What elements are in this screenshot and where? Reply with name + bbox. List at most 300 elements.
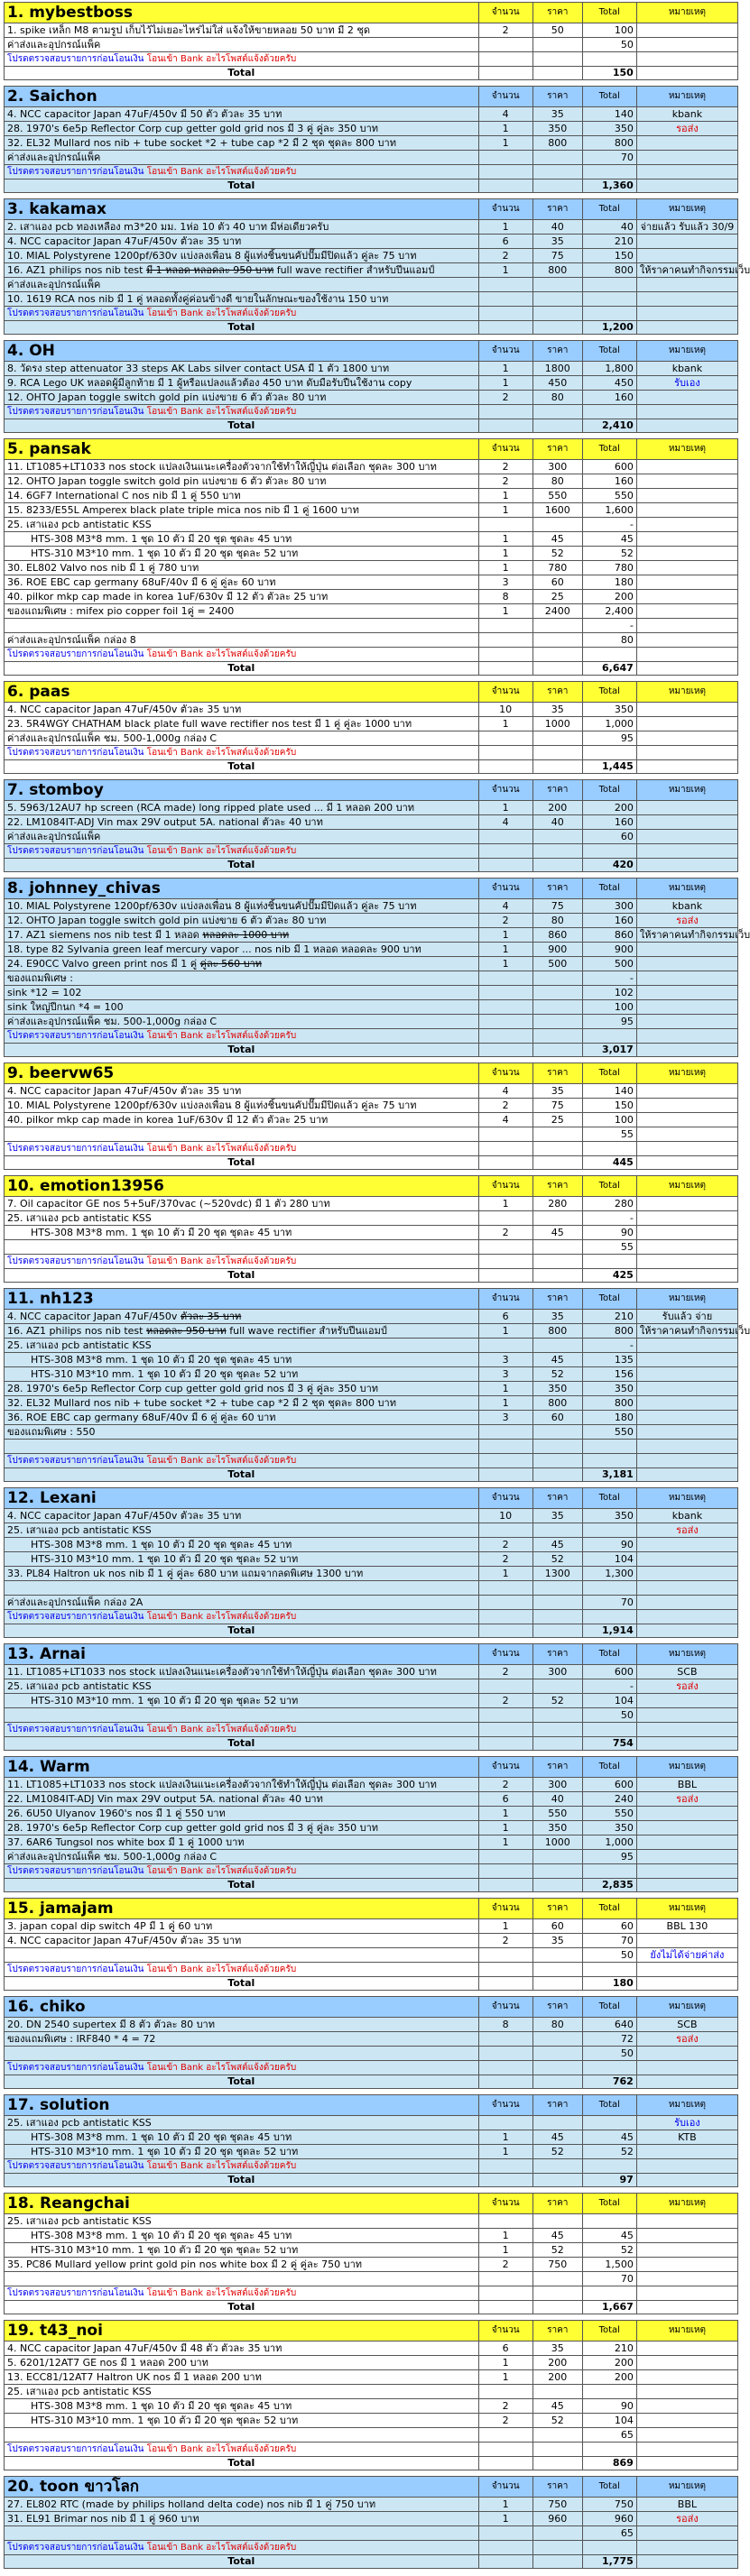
item-price: 52 bbox=[532, 1694, 582, 1708]
item-note bbox=[636, 38, 737, 52]
empty-cell bbox=[636, 760, 737, 774]
item-total: 90 bbox=[582, 2399, 636, 2414]
qty-column-header: จำนวน bbox=[478, 1997, 532, 2018]
empty-cell bbox=[532, 1963, 582, 1977]
item-note bbox=[636, 2370, 737, 2385]
order-header bbox=[5, 341, 738, 362]
empty-cell bbox=[532, 1044, 582, 1057]
price-column-header: ราคา bbox=[532, 1289, 582, 1310]
total-label: Total bbox=[5, 2555, 479, 2569]
item-description bbox=[5, 1240, 479, 1255]
item-total: 52 bbox=[582, 547, 636, 561]
order-total-row bbox=[5, 1044, 738, 1057]
empty-cell bbox=[582, 746, 636, 760]
item-text: ค่าส่งและอุปกรณ์แพ็ค bbox=[7, 151, 101, 163]
empty-cell bbox=[532, 1737, 582, 1751]
empty-cell bbox=[582, 844, 636, 859]
price-column-header: ราคา bbox=[532, 341, 582, 362]
item-total: 104 bbox=[582, 2414, 636, 2428]
item-total: 800 bbox=[582, 1396, 636, 1411]
item-total: 550 bbox=[582, 489, 636, 503]
item-note bbox=[636, 801, 737, 815]
order-header bbox=[5, 2477, 738, 2498]
empty-cell bbox=[478, 746, 532, 760]
item-text: 37. 6AR6 Tungsol nos white box มี 1 คู่ 1000 บาท bbox=[7, 1835, 245, 1848]
order-block bbox=[4, 438, 738, 676]
order-total-value: 1,200 bbox=[582, 321, 636, 335]
item-total: 640 bbox=[582, 2018, 636, 2032]
order-header bbox=[5, 1899, 738, 1919]
total-column-header: Total bbox=[582, 3, 636, 23]
item-text: 17. AZ1 siemens nos nib test มี 1 หลอด bbox=[7, 928, 203, 941]
item-note bbox=[636, 2145, 737, 2159]
item-qty bbox=[478, 1708, 532, 1723]
item-text: HTS-308 M3*8 mm. 1 ชุด 10 ตัว มี 20 ชุด ชุดละ 45 บาท bbox=[31, 2399, 292, 2412]
order-item-row bbox=[5, 1396, 738, 1411]
order-item-row bbox=[5, 633, 738, 648]
item-total: 95 bbox=[582, 1850, 636, 1864]
total-label: Total bbox=[5, 859, 479, 872]
item-description bbox=[5, 633, 479, 648]
item-text: 25. เสาแอง pcb antistatic KSS bbox=[7, 2116, 152, 2129]
total-column-header: Total bbox=[582, 87, 636, 107]
item-text: 14. 6GF7 International C nos nib มี 1 คู่ 550 บาท bbox=[7, 489, 241, 501]
item-total: 1,500 bbox=[582, 2258, 636, 2272]
order-item-row bbox=[5, 830, 738, 844]
order-total-row bbox=[5, 1977, 738, 1991]
buyer-name: 10. emotion13956 bbox=[5, 1176, 479, 1197]
order-header bbox=[5, 1757, 738, 1778]
item-price: 75 bbox=[532, 1099, 582, 1113]
item-qty bbox=[478, 1127, 532, 1142]
item-price: 800 bbox=[532, 136, 582, 151]
item-total: 102 bbox=[582, 986, 636, 1000]
item-total: 80 bbox=[582, 633, 636, 648]
item-text: 27. EL802 RTC (made by philips holland delta code) nos nib มี 1 คู่ 750 บาท bbox=[7, 2498, 376, 2510]
item-qty: 4 bbox=[478, 899, 532, 914]
item-text: HTS-308 M3*8 mm. 1 ชุด 10 ตัว มี 20 ชุด ชุดละ 45 บาท bbox=[31, 1353, 292, 1366]
item-price: 750 bbox=[532, 2498, 582, 2512]
empty-cell bbox=[478, 1156, 532, 1170]
item-note: รอส่ง bbox=[636, 1792, 737, 1807]
item-price: 35 bbox=[532, 2341, 582, 2356]
order-item-row bbox=[5, 815, 738, 830]
order-header bbox=[5, 1488, 738, 1509]
item-text: 11. LT1085+LT1033 nos stock แปลงเงินแนะเครื่องตัวจากใช้ทำให้ญี่ปุ่น ต่อเลือก ชุดละ 300 บาท bbox=[7, 1665, 437, 1678]
item-description bbox=[5, 943, 479, 957]
order-table bbox=[4, 2193, 738, 2314]
empty-cell bbox=[636, 662, 737, 676]
item-text: HTS-310 M3*10 mm. 1 ชุด 10 ตัว มี 20 ชุด ชุดละ 52 บาท bbox=[31, 2414, 299, 2426]
item-price: 750 bbox=[532, 2258, 582, 2272]
empty-cell bbox=[636, 1977, 737, 1991]
order-item-row bbox=[5, 2258, 738, 2272]
order-item-row bbox=[5, 292, 738, 307]
payment-instruction bbox=[5, 2061, 479, 2075]
item-total: 800 bbox=[582, 263, 636, 278]
payment-instruction-row bbox=[5, 1454, 738, 1468]
item-text: ค่าส่งและอุปกรณ์แพ็ค bbox=[7, 830, 101, 842]
check-before-transfer-text: โปรดตรวจสอบรายการก่อนโอนเงิน bbox=[7, 406, 144, 417]
order-block bbox=[4, 198, 750, 335]
item-text: ค่าส่งและอุปกรณ์แพ็ค กล่อง 2A bbox=[7, 1596, 144, 1608]
item-total: 52 bbox=[582, 2243, 636, 2258]
empty-cell bbox=[532, 307, 582, 321]
order-item-row bbox=[5, 2356, 738, 2370]
order-header bbox=[5, 2194, 738, 2214]
item-description bbox=[5, 1197, 479, 1211]
empty-cell bbox=[636, 1156, 737, 1170]
item-price bbox=[532, 1440, 582, 1454]
item-total: - bbox=[582, 1211, 636, 1226]
empty-cell bbox=[478, 1610, 532, 1624]
item-price bbox=[532, 1015, 582, 1029]
item-note bbox=[636, 1113, 737, 1127]
item-qty: 2 bbox=[478, 1538, 532, 1552]
item-qty: 10 bbox=[478, 1509, 532, 1523]
empty-cell bbox=[636, 1269, 737, 1283]
item-text: 12. OHTO Japan toggle switch gold pin แบ่งขาย 6 ตัว ตัวละ 80 บาท bbox=[7, 391, 327, 403]
order-item-row bbox=[5, 23, 738, 38]
order-total-row bbox=[5, 1156, 738, 1170]
order-item-row bbox=[5, 1807, 738, 1821]
order-total-value: 2,410 bbox=[582, 419, 636, 433]
item-qty: 1 bbox=[478, 1197, 532, 1211]
item-total: 800 bbox=[582, 1324, 636, 1339]
item-price: 52 bbox=[532, 547, 582, 561]
item-price: 45 bbox=[532, 1353, 582, 1367]
item-note: ยังไม่ได้จ่ายค่าส่ง bbox=[636, 1948, 737, 1963]
item-total: 140 bbox=[582, 107, 636, 122]
item-qty: 1 bbox=[478, 2370, 532, 2385]
item-text: 33. PL84 Haltron uk nos nib มี 1 คู่ คู่ละ 680 บาท แถมจากลดพิเศษ 1300 บาท bbox=[7, 1567, 364, 1579]
transfer-bank-text: โอนเข้า Bank อะไรโพสต์แจ้งด้วยครับ bbox=[146, 2542, 297, 2553]
item-price: 900 bbox=[532, 943, 582, 957]
item-qty: 1 bbox=[478, 503, 532, 518]
item-description bbox=[5, 2341, 479, 2356]
empty-cell bbox=[478, 844, 532, 859]
check-before-transfer-text: โปรดตรวจสอบรายการก่อนโอนเงิน bbox=[7, 166, 144, 177]
item-note: BBL bbox=[636, 1778, 737, 1792]
transfer-bank-text: โอนเข้า Bank อะไรโพสต์แจ้งด้วยครับ bbox=[146, 1143, 297, 1154]
item-price bbox=[532, 2032, 582, 2047]
order-total-value: 754 bbox=[582, 1737, 636, 1751]
empty-cell bbox=[478, 321, 532, 335]
payment-instruction-row bbox=[5, 844, 738, 859]
payment-instruction-row bbox=[5, 1142, 738, 1156]
item-note bbox=[636, 1197, 737, 1211]
empty-cell bbox=[636, 844, 737, 859]
item-total: 40 bbox=[582, 220, 636, 235]
transfer-bank-text: โอนเข้า Bank อะไรโพสต์แจ้งด้วยครับ bbox=[146, 166, 297, 177]
item-qty: 2 bbox=[478, 1934, 532, 1948]
item-text: HTS-310 M3*10 mm. 1 ชุด 10 ตัว มี 20 ชุด ชุดละ 52 บาท bbox=[31, 2243, 299, 2256]
payment-instruction-row bbox=[5, 405, 738, 419]
order-block bbox=[4, 681, 738, 774]
order-table bbox=[4, 2476, 738, 2569]
empty-cell bbox=[532, 2075, 582, 2089]
order-total-row bbox=[5, 2174, 738, 2187]
item-text: 5. 5963/12AU7 hp screen (RCA made) long ripped plate used ... มี 1 หลอด 200 บาท bbox=[7, 801, 415, 814]
item-note bbox=[636, 1425, 737, 1440]
empty-cell bbox=[478, 1624, 532, 1638]
item-qty bbox=[478, 1211, 532, 1226]
item-qty bbox=[478, 278, 532, 292]
item-qty: 1 bbox=[478, 376, 532, 391]
item-text: 40. pilkor mkp cap made in korea 1uF/630v มี 12 ตัว ตัวละ 25 บาท bbox=[7, 590, 329, 603]
empty-cell bbox=[478, 52, 532, 67]
payment-instruction bbox=[5, 2286, 479, 2301]
item-description bbox=[5, 122, 479, 136]
item-total: 70 bbox=[582, 151, 636, 165]
empty-cell bbox=[532, 1879, 582, 1892]
empty-cell bbox=[582, 1029, 636, 1044]
price-column-header: ราคา bbox=[532, 1488, 582, 1509]
order-item-row bbox=[5, 2399, 738, 2414]
item-qty: 1 bbox=[478, 2243, 532, 2258]
item-note bbox=[636, 2341, 737, 2356]
payment-instruction-row bbox=[5, 165, 738, 179]
empty-cell bbox=[636, 179, 737, 193]
item-total: 65 bbox=[582, 2526, 636, 2541]
order-item-row bbox=[5, 561, 738, 575]
empty-cell bbox=[532, 67, 582, 80]
order-item-row bbox=[5, 2130, 738, 2145]
payment-instruction bbox=[5, 1723, 479, 1737]
item-qty: 3 bbox=[478, 575, 532, 590]
item-note bbox=[636, 1694, 737, 1708]
item-text: HTS-308 M3*8 mm. 1 ชุด 10 ตัว มี 20 ชุด ชุดละ 45 บาท bbox=[31, 532, 292, 545]
item-text: 28. 1970's 6e5p Reflector Corp cup getter gold grid nos มี 3 คู่ คู่ละ 350 บาท bbox=[7, 1382, 378, 1394]
item-text: 31. EL91 Brimar nos nib มี 1 คู่ 960 บาท bbox=[7, 2512, 199, 2525]
item-qty: 2 bbox=[478, 1226, 532, 1240]
item-qty: 1 bbox=[478, 561, 532, 575]
empty-cell bbox=[478, 648, 532, 662]
buyer-name: 2. Saichon bbox=[5, 87, 479, 107]
item-description bbox=[5, 38, 479, 52]
item-total: 160 bbox=[582, 474, 636, 489]
item-note: รับเอง bbox=[636, 376, 737, 391]
item-qty: 4 bbox=[478, 1084, 532, 1099]
empty-cell bbox=[532, 1610, 582, 1624]
item-qty bbox=[478, 518, 532, 532]
empty-cell bbox=[582, 2159, 636, 2174]
item-total: 240 bbox=[582, 1792, 636, 1807]
payment-instruction bbox=[5, 1255, 479, 1269]
price-column-header: ราคา bbox=[532, 1997, 582, 2018]
item-description bbox=[5, 1310, 479, 1324]
empty-cell bbox=[478, 1963, 532, 1977]
item-text: 9. RCA Lego UK หลอดผู้มีลูกท้าย มี 1 ผู้หรือแปลงแล้วต้อง 450 บาท ดับมือรับปืนใช้งาน copy bbox=[7, 376, 412, 389]
item-note: SCB bbox=[636, 1665, 737, 1679]
qty-column-header: จำนวน bbox=[478, 439, 532, 460]
item-qty: 2 bbox=[478, 1099, 532, 1113]
item-note bbox=[636, 1934, 737, 1948]
item-qty: 1 bbox=[478, 1382, 532, 1396]
item-qty bbox=[478, 2214, 532, 2229]
item-text: 25. เสาแอง pcb antistatic KSS bbox=[7, 518, 152, 530]
item-text: 4. NCC capacitor Japan 47uF/450v ตัวละ 35 บาท bbox=[7, 703, 242, 715]
order-header bbox=[5, 1997, 738, 2018]
order-block bbox=[4, 1288, 750, 1482]
empty-cell bbox=[478, 67, 532, 80]
item-description bbox=[5, 731, 479, 746]
order-table bbox=[4, 340, 738, 433]
order-item-row bbox=[5, 2145, 738, 2159]
qty-column-header: จำนวน bbox=[478, 1899, 532, 1919]
order-item-row bbox=[5, 801, 738, 815]
order-total-value: 869 bbox=[582, 2457, 636, 2470]
order-item-row bbox=[5, 1850, 738, 1864]
item-note bbox=[636, 391, 737, 405]
item-note: รอส่ง bbox=[636, 914, 737, 928]
order-item-row bbox=[5, 1523, 738, 1538]
item-price bbox=[532, 2385, 582, 2399]
item-note bbox=[636, 2399, 737, 2414]
item-description bbox=[5, 1948, 479, 1963]
order-table bbox=[4, 779, 738, 872]
order-table bbox=[4, 1487, 738, 1638]
item-price: 1000 bbox=[532, 717, 582, 731]
total-column-header: Total bbox=[582, 879, 636, 899]
empty-cell bbox=[532, 1269, 582, 1283]
item-note bbox=[636, 2214, 737, 2229]
item-note bbox=[636, 575, 737, 590]
total-column-header: Total bbox=[582, 1997, 636, 2018]
item-note bbox=[636, 249, 737, 263]
total-label: Total bbox=[5, 1977, 479, 1991]
payment-instruction bbox=[5, 746, 479, 760]
item-qty bbox=[478, 1240, 532, 1255]
transfer-bank-text: โอนเข้า Bank อะไรโพสต์แจ้งด้วยครับ bbox=[146, 747, 297, 758]
item-note: SCB bbox=[636, 2018, 737, 2032]
item-description bbox=[5, 2243, 479, 2258]
check-before-transfer-text: โปรดตรวจสอบรายการก่อนโอนเงิน bbox=[7, 2160, 144, 2171]
item-total: 140 bbox=[582, 1084, 636, 1099]
item-qty: 1 bbox=[478, 2512, 532, 2526]
item-total: 45 bbox=[582, 2229, 636, 2243]
order-total-row bbox=[5, 419, 738, 433]
item-text: ค่าส่งและอุปกรณ์แพ็ค ชม. 500-1,000g กล่อง C bbox=[7, 1850, 218, 1863]
item-text: 12. OHTO Japan toggle switch gold pin แบ่งขาย 6 ตัว ตัวละ 80 บาท bbox=[7, 914, 327, 926]
item-total: 1,600 bbox=[582, 503, 636, 518]
item-total: 550 bbox=[582, 1807, 636, 1821]
item-description bbox=[5, 830, 479, 844]
note-column-header: หมายเหตุ bbox=[636, 199, 737, 220]
item-note bbox=[636, 1084, 737, 1099]
item-qty: 1 bbox=[478, 1567, 532, 1581]
order-item-row bbox=[5, 1581, 738, 1596]
order-block bbox=[4, 779, 738, 872]
item-description bbox=[5, 1015, 479, 1029]
total-column-header: Total bbox=[582, 341, 636, 362]
payment-instruction-row bbox=[5, 2061, 738, 2075]
note-column-header: หมายเหตุ bbox=[636, 2321, 737, 2341]
item-price: 1600 bbox=[532, 503, 582, 518]
empty-cell bbox=[478, 419, 532, 433]
order-item-row bbox=[5, 703, 738, 717]
qty-column-header: จำนวน bbox=[478, 341, 532, 362]
empty-cell bbox=[636, 1963, 737, 1977]
item-text: 8. วัดรง step attenuator 33 steps AK Labs silver contact USA มี 1 ตัว 1800 บาท bbox=[7, 362, 390, 374]
empty-cell bbox=[582, 2061, 636, 2075]
order-item-row bbox=[5, 1339, 738, 1353]
total-label: Total bbox=[5, 2301, 479, 2314]
order-item-row bbox=[5, 474, 738, 489]
item-total: 150 bbox=[582, 249, 636, 263]
total-label: Total bbox=[5, 2457, 479, 2470]
order-block bbox=[4, 2320, 738, 2470]
item-total: 800 bbox=[582, 136, 636, 151]
item-description bbox=[5, 532, 479, 547]
order-item-row bbox=[5, 590, 738, 604]
transfer-bank-text: โอนเข้า Bank อะไรโพสต์แจ้งด้วยครับ bbox=[146, 845, 297, 856]
empty-cell bbox=[532, 859, 582, 872]
order-item-row bbox=[5, 122, 738, 136]
item-qty: 1 bbox=[478, 2498, 532, 2512]
item-text: 4. NCC capacitor Japan 47uF/450v มี 50 ตัว ตัวละ 35 บาท bbox=[7, 107, 282, 120]
empty-cell bbox=[478, 1737, 532, 1751]
item-description bbox=[5, 1679, 479, 1694]
item-qty bbox=[478, 731, 532, 746]
item-note: KTB bbox=[636, 2130, 737, 2145]
item-note bbox=[636, 474, 737, 489]
order-item-row bbox=[5, 460, 738, 474]
item-text: 25. เสาแอง pcb antistatic KSS bbox=[7, 2385, 152, 2397]
order-table bbox=[4, 2, 738, 80]
qty-column-header: จำนวน bbox=[478, 1757, 532, 1778]
order-item-row bbox=[5, 604, 738, 619]
transfer-bank-text: โอนเข้า Bank อะไรโพสต์แจ้งด้วยครับ bbox=[146, 2443, 297, 2454]
item-price: 35 bbox=[532, 1310, 582, 1324]
item-price: 45 bbox=[532, 2229, 582, 2243]
item-price: 800 bbox=[532, 1396, 582, 1411]
item-total: 1,000 bbox=[582, 717, 636, 731]
item-total bbox=[582, 1523, 636, 1538]
check-before-transfer-text: โปรดตรวจสอบรายการก่อนโอนเงิน bbox=[7, 1611, 144, 1622]
order-item-row bbox=[5, 2526, 738, 2541]
check-before-transfer-text: โปรดตรวจสอบรายการก่อนโอนเงิน bbox=[7, 1865, 144, 1876]
item-description bbox=[5, 1581, 479, 1596]
item-total: 200 bbox=[582, 2370, 636, 2385]
item-text: 36. ROE EBC cap germany 68uF/40v มี 6 คู่ คู่ละ 60 บาท bbox=[7, 575, 276, 588]
item-note bbox=[636, 1339, 737, 1353]
item-qty: 1 bbox=[478, 2145, 532, 2159]
item-description bbox=[5, 717, 479, 731]
item-price bbox=[532, 1948, 582, 1963]
item-text: ค่าส่งและอุปกรณ์แพ็ค ชม. 500-1,000g กล่อง C bbox=[7, 731, 218, 744]
order-total-value: 1,914 bbox=[582, 1624, 636, 1638]
empty-cell bbox=[582, 1864, 636, 1879]
buyer-name: 9. beervw65 bbox=[5, 1063, 479, 1084]
empty-cell bbox=[582, 1723, 636, 1737]
transfer-bank-text: โอนเข้า Bank อะไรโพสต์แจ้งด้วยครับ bbox=[146, 1611, 297, 1622]
order-item-row bbox=[5, 1778, 738, 1792]
order-item-row bbox=[5, 2116, 738, 2130]
empty-cell bbox=[478, 1454, 532, 1468]
item-total: 45 bbox=[582, 532, 636, 547]
check-before-transfer-text: โปรดตรวจสอบรายการก่อนโอนเงิน bbox=[7, 53, 144, 64]
empty-cell bbox=[532, 2174, 582, 2187]
order-total-value: 1,667 bbox=[582, 2301, 636, 2314]
item-price: 80 bbox=[532, 2018, 582, 2032]
payment-instruction-row bbox=[5, 1723, 738, 1737]
item-qty: 6 bbox=[478, 1310, 532, 1324]
item-text: HTS-308 M3*8 mm. 1 ชุด 10 ตัว มี 20 ชุด ชุดละ 45 บาท bbox=[31, 2130, 292, 2143]
empty-cell bbox=[532, 844, 582, 859]
order-item-row bbox=[5, 2243, 738, 2258]
item-price: 75 bbox=[532, 899, 582, 914]
